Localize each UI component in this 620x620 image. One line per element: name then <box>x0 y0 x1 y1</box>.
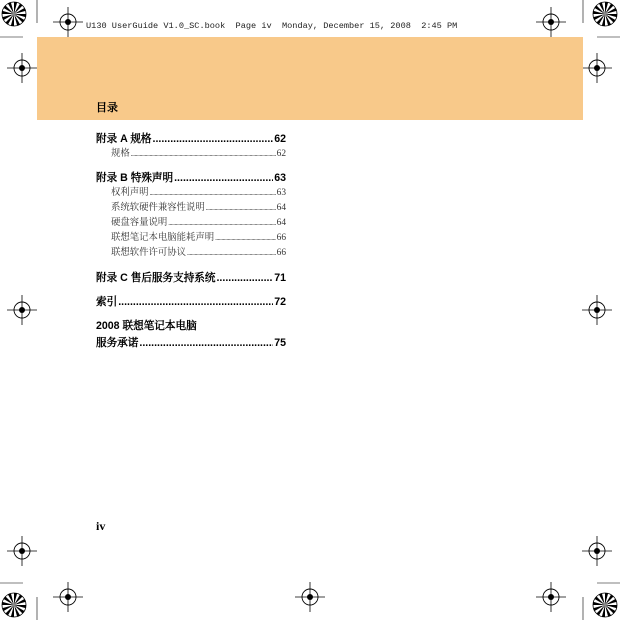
dot-leader <box>150 186 276 201</box>
toc-entry-appendix-b[interactable] <box>96 170 286 186</box>
crosshair-registration-icon <box>582 53 612 83</box>
toc-entry-page: 62 <box>274 133 286 145</box>
table-of-contents <box>96 131 286 351</box>
toc-subentry[interactable] <box>96 147 286 162</box>
toc-entry-warranty-line1[interactable]: 2008 联想笔记本电脑 <box>96 320 197 332</box>
starburst-target-icon <box>2 593 26 617</box>
crosshair-registration-icon <box>7 53 37 83</box>
toc-entry-label: 规格 <box>111 149 130 159</box>
toc-entry-label: 硬盘容量说明 <box>111 218 168 228</box>
dot-leader <box>139 335 273 351</box>
toc-entry-label: 联想软件许可协议 <box>111 248 187 258</box>
dot-leader <box>215 231 275 246</box>
crosshair-registration-icon <box>295 582 325 612</box>
toc-entry-warranty[interactable] <box>96 335 286 351</box>
crosshair-registration-icon <box>582 536 612 566</box>
crosshair-registration-icon <box>536 7 566 37</box>
dot-leader <box>153 131 274 147</box>
starburst-target-icon <box>593 2 617 26</box>
dot-leader <box>174 170 273 186</box>
toc-entry-appendix-c[interactable] <box>96 270 286 286</box>
toc-entry-label: 附录 B 特殊声明 <box>96 172 174 184</box>
toc-entry-appendix-a[interactable] <box>96 131 286 147</box>
toc-entry-page: 64 <box>276 218 286 228</box>
toc-entry-label: 附录 C 售后服务支持系统 <box>96 272 216 284</box>
toc-entry-label: 索引 <box>96 296 118 308</box>
toc-entry-page: 66 <box>276 248 286 258</box>
dot-leader <box>118 294 273 310</box>
dot-leader <box>187 246 276 261</box>
starburst-target-icon <box>2 2 26 26</box>
toc-entry-page: 72 <box>274 296 286 308</box>
dot-leader <box>131 147 276 162</box>
toc-entry-label: 联想笔记本电脑能耗声明 <box>111 233 215 243</box>
crosshair-registration-icon <box>53 582 83 612</box>
toc-entry-page: 64 <box>276 203 286 213</box>
toc-entry-label: 权利声明 <box>111 188 149 198</box>
toc-entry-page: 66 <box>276 233 286 243</box>
toc-entry-label: 附录 A 规格 <box>96 133 152 145</box>
page-title: 目录 <box>96 102 118 114</box>
toc-entry-page: 62 <box>276 149 286 159</box>
toc-entry-label: 服务承诺 <box>96 337 139 349</box>
dot-leader <box>216 270 273 286</box>
crosshair-registration-icon <box>536 582 566 612</box>
crosshair-registration-icon <box>582 295 612 325</box>
toc-entry-page: 75 <box>274 337 286 349</box>
section-header-band <box>37 37 583 120</box>
toc-subentry[interactable] <box>96 246 286 261</box>
toc-entry-label: 系统软硬件兼容性说明 <box>111 203 205 213</box>
toc-subentry[interactable] <box>96 216 286 231</box>
toc-entry-page: 71 <box>274 272 286 284</box>
page-number: iv <box>96 519 106 533</box>
dot-leader <box>206 201 276 216</box>
toc-entry-index[interactable] <box>96 294 286 310</box>
toc-entry-page: 63 <box>274 172 286 184</box>
crosshair-registration-icon <box>7 536 37 566</box>
starburst-target-icon <box>593 593 617 617</box>
toc-subentry[interactable] <box>96 201 286 216</box>
crosshair-registration-icon <box>7 295 37 325</box>
toc-subentry[interactable] <box>96 231 286 246</box>
crosshair-registration-icon <box>53 7 83 37</box>
toc-subentry[interactable] <box>96 186 286 201</box>
toc-entry-page: 63 <box>276 188 286 198</box>
dot-leader <box>168 216 275 231</box>
print-header-slug: U130 UserGuide V1.0_SC.book Page iv Monday, December 15, 2008 2:45 PM <box>86 21 458 31</box>
